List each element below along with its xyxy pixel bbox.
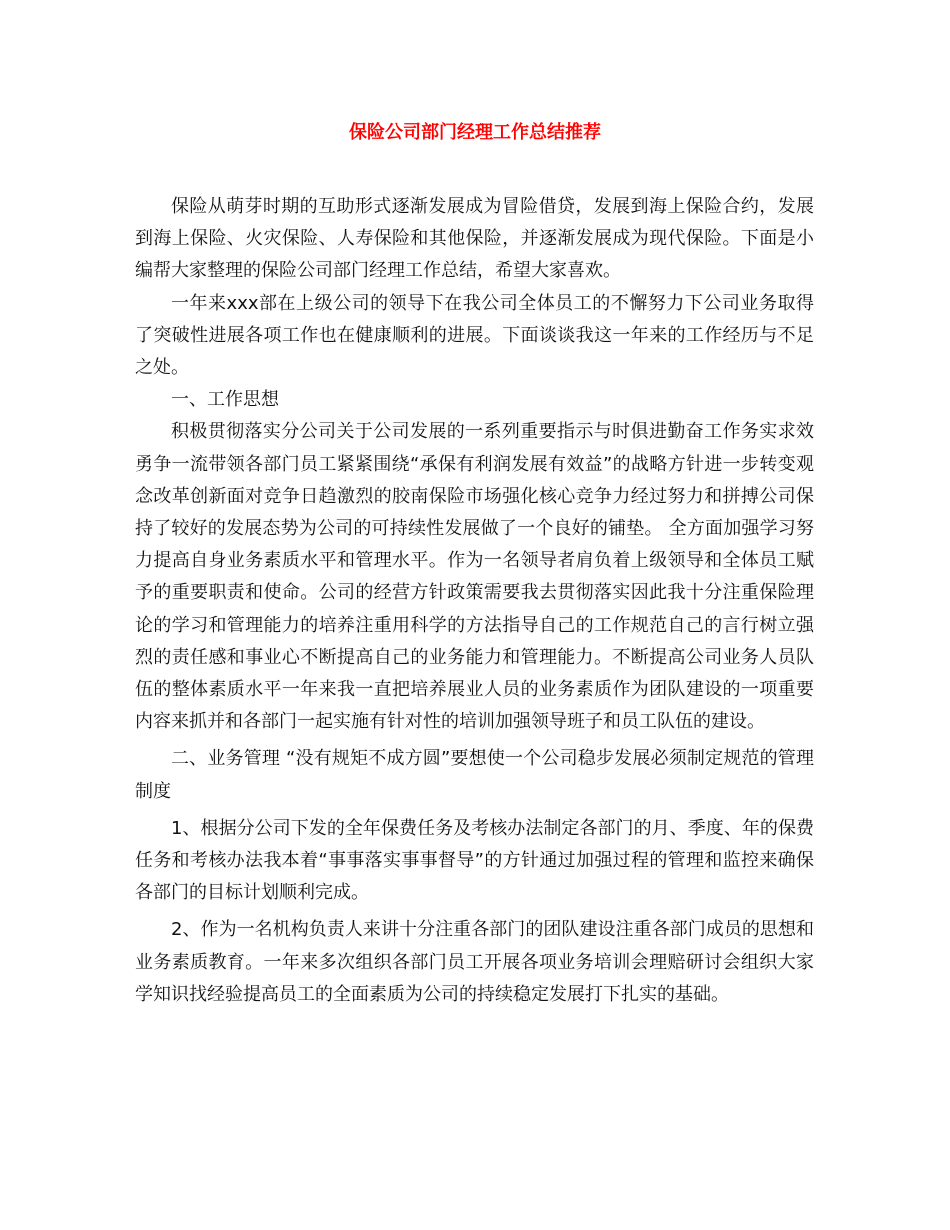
paragraph-intro: 保险从萌芽时期的互助形式逐渐发展成为冒险借贷，发展到海上保险合约，发展到海上保险、火灾保险、人寿保险和其他保险，并逐渐发展成为现代保险。下面是小编帮大家整理的保险公司部门经理工作总结，希望大家喜欢。 xyxy=(135,196,814,282)
paragraph-work-thinking: 积极贯彻落实分公司关于公司发展的一系列重要指示与时俱进勤奋工作务实求效勇争一流带领各部门员工紧紧围绕“承保有利润发展有效益”的战略方针进一步转变观念改革创新面对竞争日趋激烈的胶南保险市场强化核心竞争力经过努力和拼搏公司保持了较好的发展态势为公司的可持续性发展做了一个良好的铺垫。 全方面加强学习努力提高自身业务素质水平和管理水平。作为一名领导者肩负着上级领导和全体员工赋予的重要职责和使命。公司的经营方针政策需要我去贯彻落实因此我十分注重保险理论的学习和管理能力的培养注重用科学的方法指导自己的工作规范自己的言行树立强烈的责任感和事业心不断提高自己的业务能力和管理能力。不断提高公司业务人员队伍的整体素质水平一年来我一直把培养展业人员的业务素质作为团队建设的一项重要内容来抓并和各部门一起实施有针对性的培训加强领导班子和员工队伍的建设。 xyxy=(135,421,814,733)
document-title: 保险公司部门经理工作总结推荐 xyxy=(349,122,601,143)
section-heading-work-thinking: 一、工作思想 xyxy=(171,389,279,411)
paragraph-overview: 一年来xxx部在上级公司的领导下在我公司全体员工的不懈努力下公司业务取得了突破性进展各项工作也在健康顺利的进展。下面谈谈我这一年来的工作经历与不足之处。 xyxy=(135,292,814,379)
document-body xyxy=(135,191,814,1011)
paragraph-item-2: 2、作为一名机构负责人来讲十分注重各部门的团队建设注重各部门成员的思想和业务素质教育。一年来多次组织各部门员工开展各项业务培训会理赔研讨会组织大家学知识找经验提高员工的全面素质为公司的持续稳定发展打下扎实的基础。 xyxy=(135,919,814,1005)
section-heading-business-management: 二、业务管理 “没有规矩不成方圆”要想使一个公司稳步发展必须制定规范的管理制度 xyxy=(135,748,814,802)
paragraph-item-1: 1、根据分公司下发的全年保费任务及考核办法制定各部门的月、季度、年的保费任务和考核办法我本着“事事落实事事督导”的方针通过加强过程的管理和监控来确保各部门的目标计划顺利完成。 xyxy=(135,817,814,904)
